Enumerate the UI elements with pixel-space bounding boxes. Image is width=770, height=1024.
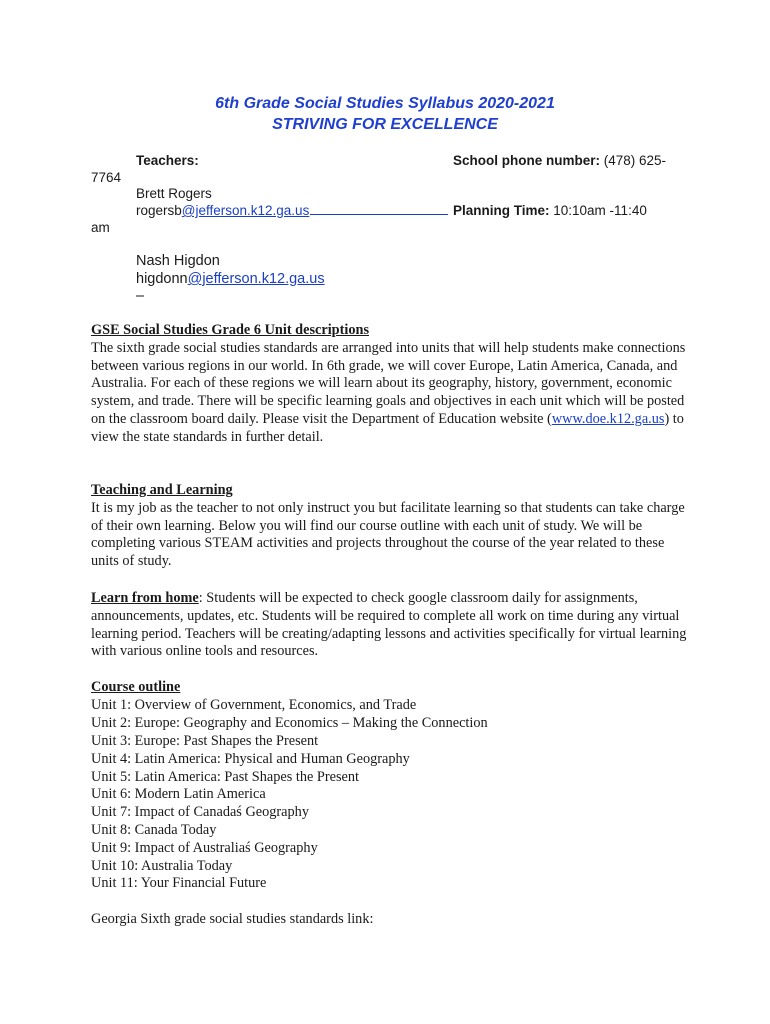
unit-item: Unit 8: Canada Today [91, 822, 217, 838]
unit-item: Unit 9: Impact of Australiaś Geography [91, 840, 318, 856]
email-underline-gap [310, 213, 448, 215]
unit-item: Unit 6: Modern Latin America [91, 786, 266, 802]
phone-value: (478) 625- [600, 153, 667, 168]
home-section [91, 590, 691, 661]
teachers-label: Teachers: [136, 153, 199, 168]
dash-line: – [136, 288, 145, 304]
teacher2-email-prefix: higdonn [136, 271, 188, 287]
phone-value-cont: 7764 [91, 170, 122, 185]
teacher2-name: Nash Higdon [136, 253, 220, 269]
planning-value-cont: am [91, 220, 110, 235]
unit-item: Unit 2: Europe: Geography and Economics – Making the Connection [91, 715, 488, 731]
teaching-body: It is my job as the teacher to not only instruct you but facilitate learning so that students can take charge of their own learning. Below you will find our course outline with each unit of study. We will be completing various STEAM activities and projects throughout the course of the year related to these units of study. [91, 499, 685, 570]
doe-link[interactable]: www.doe.k12.ga.us [551, 410, 665, 427]
teacher1-name: Brett Rogers [136, 186, 212, 201]
planning-label: Planning Time: [453, 203, 550, 218]
unit-item: Unit 11: Your Financial Future [91, 875, 267, 891]
gse-body-text-end: ) to view the state standards in further detail. [91, 410, 684, 445]
standards-link-label: Georgia Sixth grade social studies standards link: [91, 911, 374, 927]
gse-body-text: The sixth grade social studies standards are arranged into units that will help students make connections between various regions in our world. In 6th grade, we will cover Europe, Latin America, Canada, and Australia. For each of these regions we will learn about its geography, history, government, economic system, and trade. There will be specific learning goals and objectives in each unit which will be posted on the classroom board daily. Please visit the Department of Education website ( [91, 339, 686, 427]
outline-heading: Course outline [91, 679, 181, 695]
unit-item: Unit 4: Latin America: Physical and Human Geography [91, 751, 410, 767]
gse-heading: GSE Social Studies Grade 6 Unit descriptions [91, 322, 370, 338]
phone-label: School phone number: [453, 153, 600, 168]
unit-item: Unit 3: Europe: Past Shapes the Present [91, 733, 319, 749]
teacher1-email-link[interactable]: @jefferson.k12.ga.us [181, 203, 310, 218]
gse-section [91, 322, 691, 447]
home-heading: Learn from home [91, 590, 199, 606]
teaching-section [91, 482, 691, 571]
teacher2-email-link[interactable]: @jefferson.k12.ga.us [187, 271, 325, 287]
teacher1-email [136, 203, 448, 218]
teaching-heading: Teaching and Learning [91, 482, 233, 498]
teacher2-email [136, 271, 325, 287]
planning-value: 10:10am -11:40 [549, 203, 647, 218]
unit-item: Unit 5: Latin America: Past Shapes the Present [91, 769, 360, 785]
school-phone [453, 153, 666, 168]
planning-time [453, 203, 647, 218]
unit-item: Unit 10: Australia Today [91, 858, 233, 874]
gse-body [91, 340, 691, 447]
document-subtitle: STRIVING FOR EXCELLENCE [272, 116, 498, 133]
home-body: : Students will be expected to check google classroom daily for assignments, announcements, updates, etc. Students will be required to complete all work on time during any virtual learning period. Teachers will be creating/adapting lessons and activities specifically for virtual learning with various online tools and resources. [91, 590, 687, 660]
teacher1-email-prefix: rogersb [136, 203, 182, 218]
unit-item: Unit 7: Impact of Canadaś Geography [91, 804, 309, 820]
unit-item: Unit 1: Overview of Government, Economics, and Trade [91, 697, 417, 713]
document-title: 6th Grade Social Studies Syllabus 2020-2021 [215, 95, 555, 112]
